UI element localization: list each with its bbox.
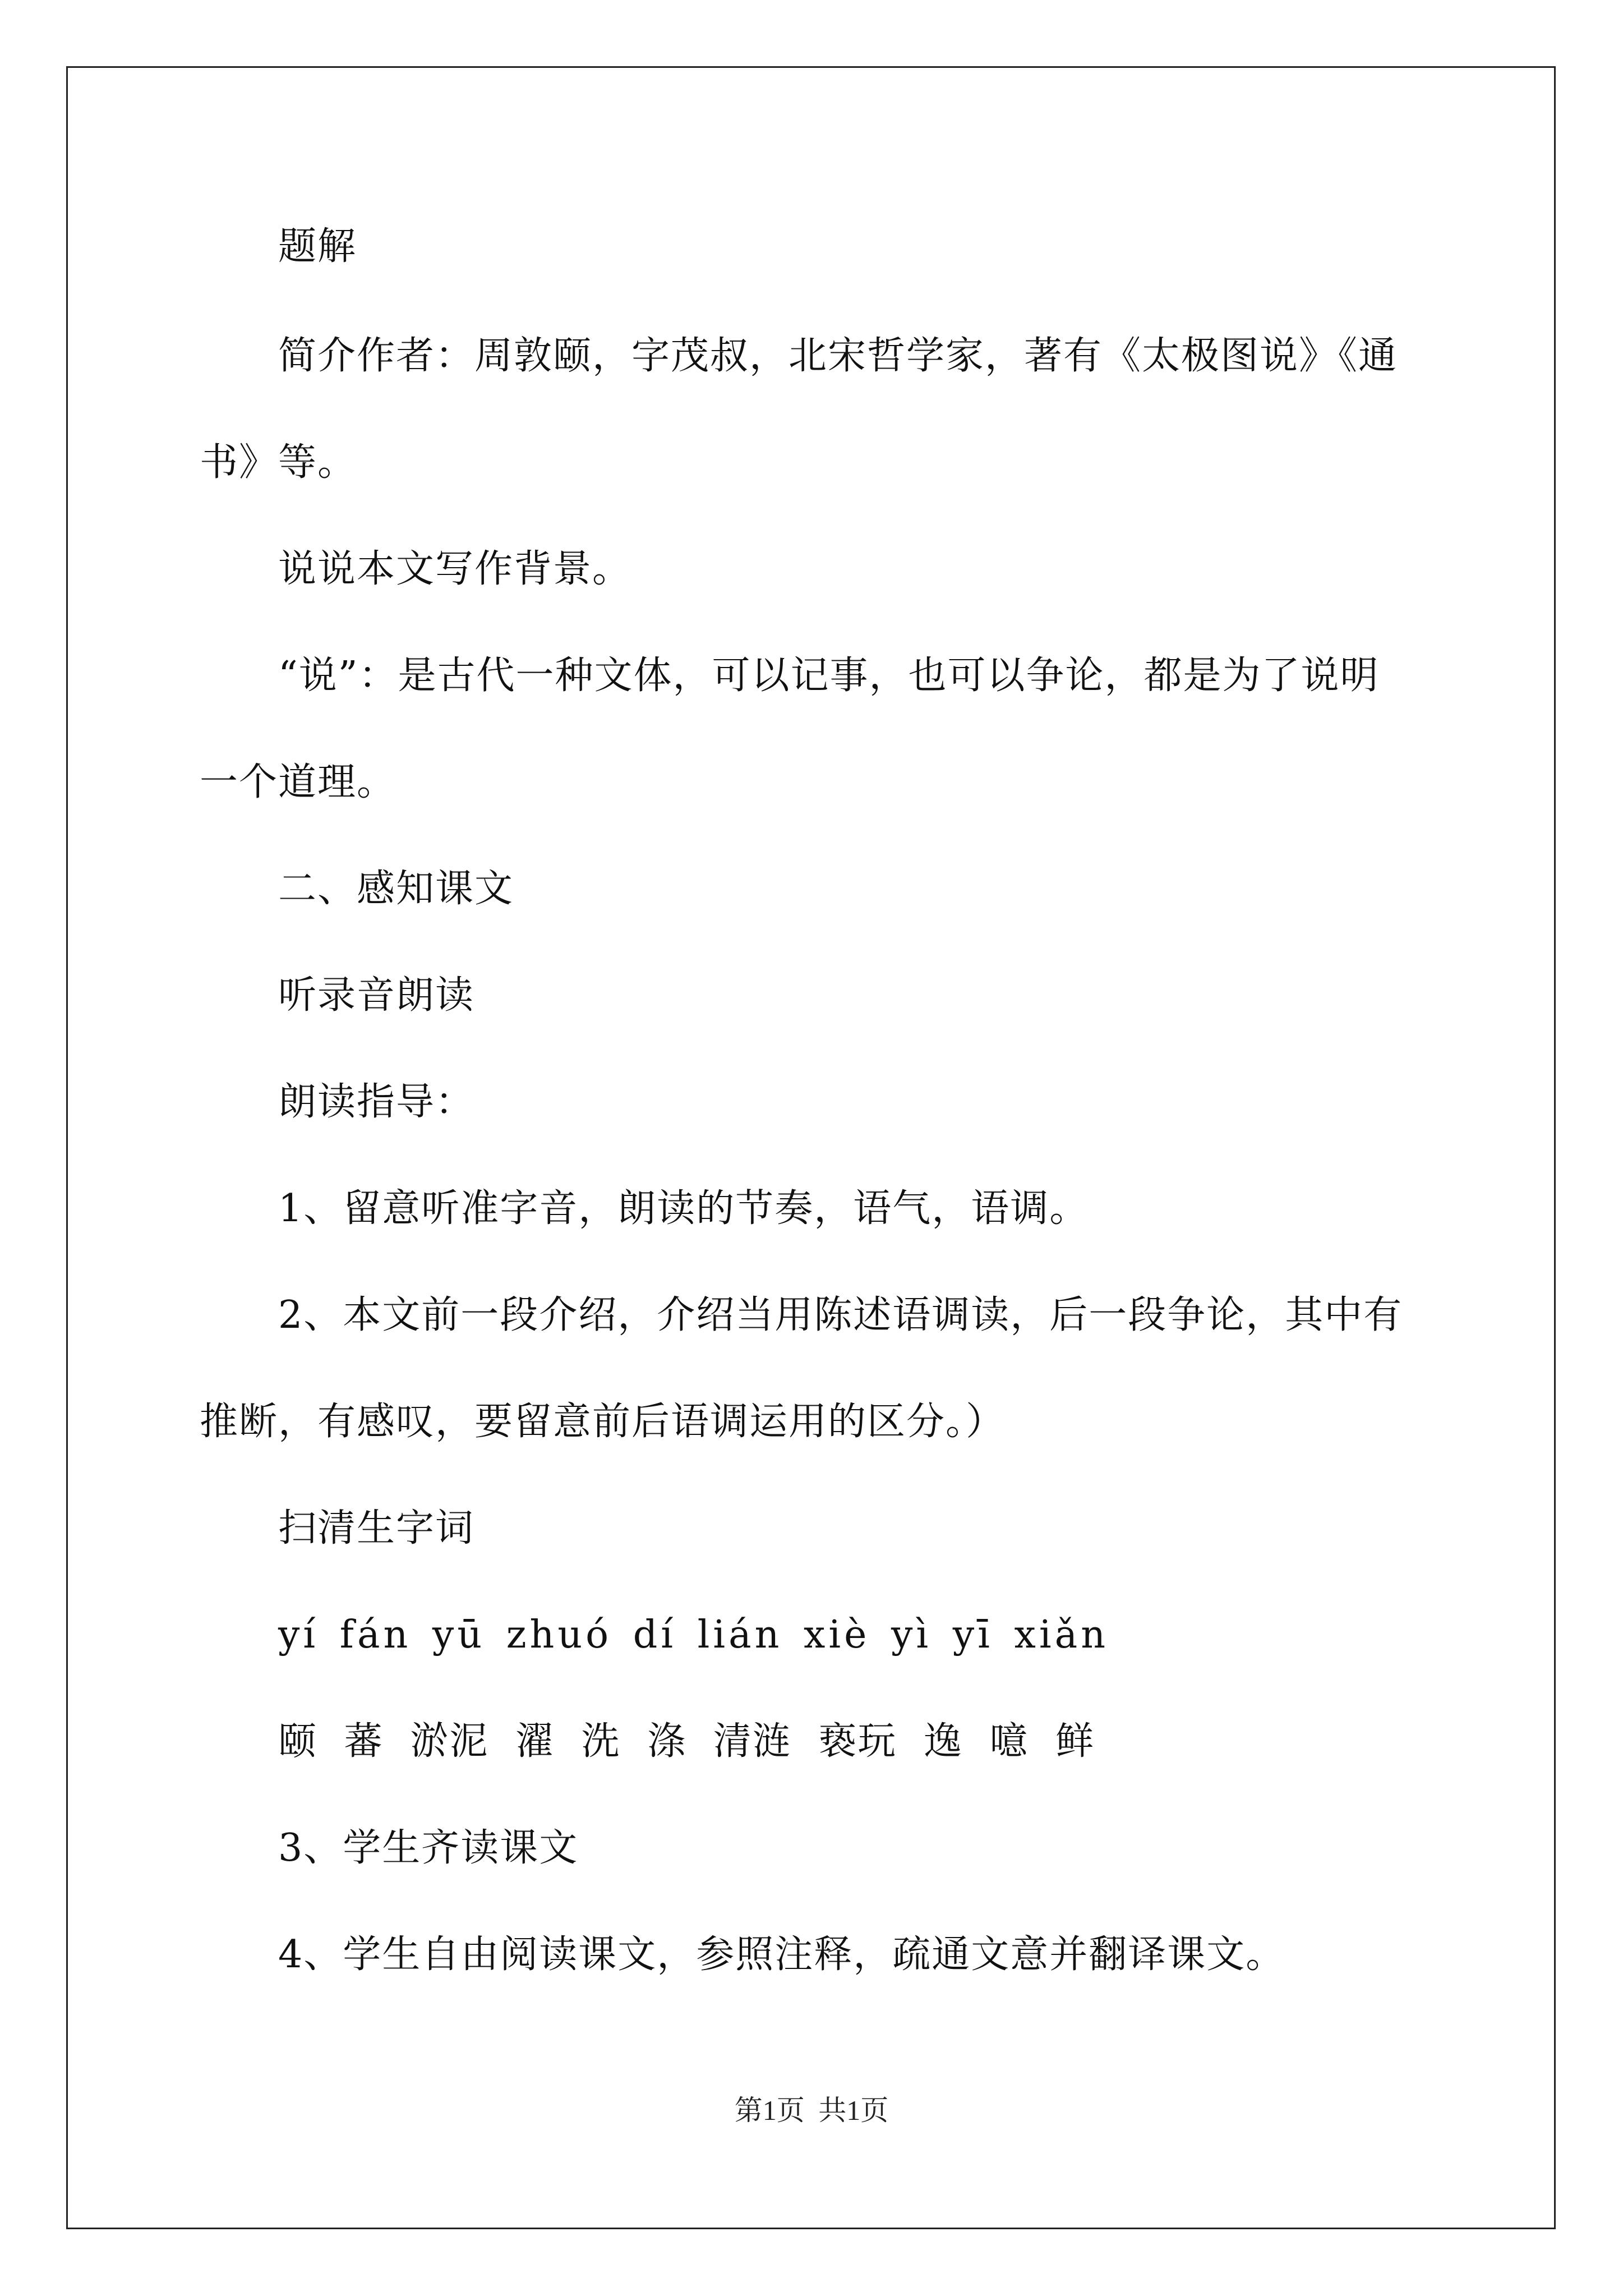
paragraph-reading-guide: 朗读指导： [278,1080,475,1124]
page-footer [0,2093,1623,2127]
list-item-1: 1、留意听准字音，朗读的节奏，语气，语调。 [278,1186,1089,1231]
paragraph-background: 说说本文写作背景。 [278,547,632,591]
list-item-2: 2、本文前一段介绍，介绍当用陈述语调读，后一段争论，其中有 [278,1293,1403,1337]
section-heading-perceive-text: 二、感知课文 [278,867,514,911]
paragraph-author-intro-cont: 书》等。 [200,440,357,485]
heading-tijie: 题解 [278,224,357,269]
vocabulary-line: 颐 蕃 淤泥 濯 洗 涤 清涟 亵玩 逸 噫 鲜 [278,1719,1095,1764]
paragraph-new-words: 扫清生字词 [278,1506,475,1550]
paragraph-shuo-definition-cont: 一个道理。 [200,760,396,804]
list-item-2-cont: 推断，有感叹，要留意前后语调运用的区分。） [200,1400,1006,1444]
list-item-3: 3、学生齐读课文 [278,1826,579,1870]
page-border [66,66,1556,2229]
paragraph-author-intro: 简介作者：周敦颐，字茂叔，北宋哲学家，著有《太极图说》《通 [278,334,1398,378]
paragraph-shuo-definition: “说”：是古代一种文体，可以记事，也可以争论，都是为了说明 [278,654,1380,698]
pinyin-line: yí fán yū zhuó dí lián xiè yì yī xiǎn [278,1613,1109,1657]
list-item-4: 4、学生自由阅读课文，参照注释，疏通文意并翻译课文。 [278,1932,1285,1977]
page-total: 共1页 [818,2095,889,2126]
paragraph-listen-recording: 听录音朗读 [278,973,475,1018]
page-number: 第1页 [734,2095,805,2126]
